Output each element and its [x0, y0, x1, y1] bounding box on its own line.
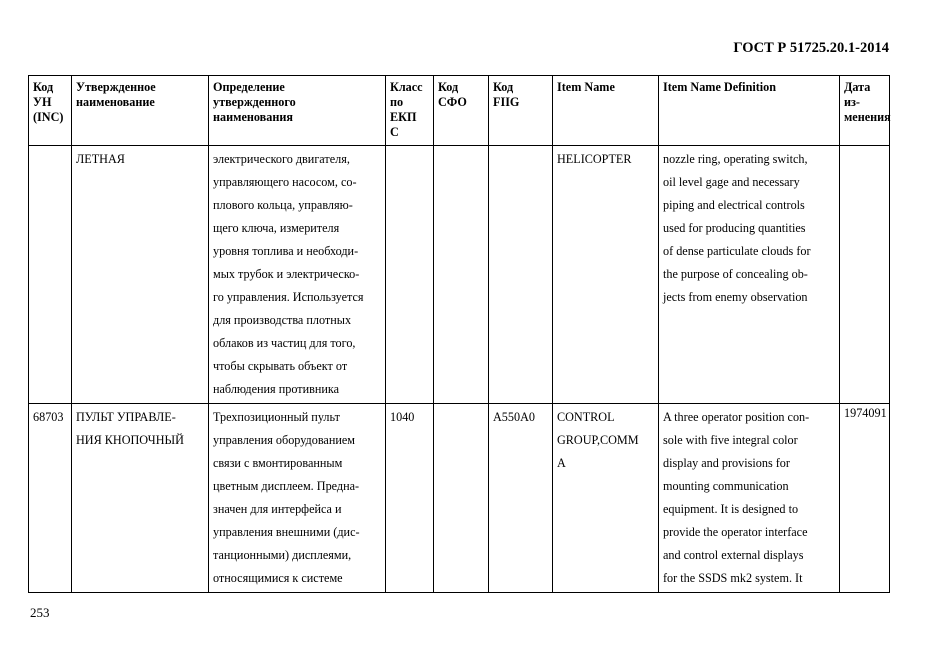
item-definition-cell-line: of dense particulate clouds for: [663, 244, 811, 258]
item-definition-cell-line: A three operator position con-: [663, 410, 810, 424]
definition-cell-line: управления внешними (дис-: [213, 525, 360, 539]
item-definition-cell-line: sole with five integral color: [663, 433, 798, 447]
definition-cell-line: облаков из частиц для того,: [213, 336, 356, 350]
item-definition-cell-line: equipment. It is designed to: [663, 502, 799, 516]
name-cell-line: ПУЛЬТ УПРАВЛЕ-: [76, 410, 176, 424]
name-cell-line: НИЯ КНОПОЧНЫЙ: [76, 433, 184, 447]
definition-cell-line: мых трубок и электрическо-: [213, 267, 360, 281]
item-definition-cell-line: for the SSDS mk2 system. It: [663, 571, 803, 585]
table-header-row: [29, 76, 890, 146]
date-cell: [840, 146, 890, 404]
column-header: [659, 76, 840, 146]
column-header: [386, 76, 434, 146]
item-name-cell-line: GROUP,COMM: [557, 433, 639, 447]
column-header-line: Item Name: [557, 80, 615, 94]
column-header-line: наименование: [76, 95, 155, 109]
sfo-cell: [434, 404, 489, 593]
date-cell: 1974091: [840, 404, 890, 593]
class-cell: [386, 146, 434, 404]
definition-cell-line: го управления. Используется: [213, 290, 364, 304]
definition-cell-line: относящимися к системе: [213, 571, 343, 585]
item-name-cell-line: HELICOPTER: [557, 152, 632, 166]
table-row: [29, 404, 890, 593]
item-definition-cell-line: provide the operator interface: [663, 525, 808, 539]
column-header-line: Item Name Definition: [663, 80, 777, 94]
definition-cell-line: чтобы скрывать объект от: [213, 359, 348, 373]
definition-cell-line: уровня топлива и необходи-: [213, 244, 359, 258]
name-cell-line: ЛЕТНАЯ: [76, 152, 125, 166]
definition-cell-line: танционными) дисплеями,: [213, 548, 352, 562]
item-definition-cell-line: jects from enemy observation: [663, 290, 808, 304]
table-body: [29, 146, 890, 593]
fiig-cell: [489, 146, 553, 404]
definition-cell-line: управления оборудованием: [213, 433, 356, 447]
sfo-cell: [434, 146, 489, 404]
item-name-cell-line: A: [557, 456, 566, 470]
column-header-line: Дата из-: [844, 80, 871, 109]
definition-cell-line: наблюдения противника: [213, 382, 340, 396]
definition-cell-line: значен для интерфейса и: [213, 502, 342, 516]
item-definition-cell: [659, 146, 840, 404]
definition-cell-line: плового кольца, управляю-: [213, 198, 353, 212]
column-header: [29, 76, 72, 146]
column-header: [434, 76, 489, 146]
column-header-line: СФО: [438, 95, 467, 109]
definition-cell-line: электрического двигателя,: [213, 152, 350, 166]
column-header-line: ЕКП: [390, 110, 417, 124]
column-header-line: Код: [438, 80, 459, 94]
item-definition-cell: [659, 404, 840, 593]
fiig-cell: A550A0: [489, 404, 553, 593]
column-header-line: (INC): [33, 110, 64, 124]
page-number: 253: [30, 605, 50, 620]
definition-cell-line: связи с вмонтированным: [213, 456, 343, 470]
class-cell: 1040: [386, 404, 434, 593]
column-header-line: Код: [493, 80, 514, 94]
definition-cell: [209, 146, 386, 404]
name-cell: [72, 404, 209, 593]
item-definition-cell-line: the purpose of concealing ob-: [663, 267, 808, 281]
column-header-line: Код: [33, 80, 54, 94]
item-definition-cell-line: used for producing quantities: [663, 221, 806, 235]
definition-cell-line: управляющего насосом, со-: [213, 175, 357, 189]
column-header-line: Определение: [213, 80, 285, 94]
column-header-line: утвержденного: [213, 95, 296, 109]
definition-cell-line: для производства плотных: [213, 313, 352, 327]
column-header: [553, 76, 659, 146]
item-definition-cell-line: and control external displays: [663, 548, 804, 562]
column-header-line: по: [390, 95, 404, 109]
definition-cell: [209, 404, 386, 593]
column-header-line: менения: [844, 110, 891, 124]
column-header: [209, 76, 386, 146]
table-row: [29, 146, 890, 404]
item-definition-cell-line: nozzle ring, operating switch,: [663, 152, 808, 166]
definition-cell-line: Трехпозиционный пульт: [213, 410, 340, 424]
item-name-cell-line: CONTROL: [557, 410, 615, 424]
column-header: [72, 76, 209, 146]
column-header-line: С: [390, 125, 399, 139]
item-definition-cell-line: mounting communication: [663, 479, 789, 493]
classifier-table: [28, 75, 890, 593]
document-code: ГОСТ Р 51725.20.1-2014: [733, 40, 889, 56]
column-header-line: Утвержденное: [76, 80, 156, 94]
item-definition-cell-line: piping and electrical controls: [663, 198, 805, 212]
definition-cell-line: щего ключа, измерителя: [213, 221, 340, 235]
inc-cell: 68703: [29, 404, 72, 593]
column-header-line: УН: [33, 95, 52, 109]
inc-cell: [29, 146, 72, 404]
column-header: [840, 76, 890, 146]
item-definition-cell-line: display and provisions for: [663, 456, 790, 470]
column-header-line: FIIG: [493, 95, 520, 109]
definition-cell-line: цветным дисплеем. Предна-: [213, 479, 360, 493]
item-definition-cell-line: oil level gage and necessary: [663, 175, 800, 189]
item-name-cell: [553, 404, 659, 593]
column-header-line: наименования: [213, 110, 293, 124]
name-cell: [72, 146, 209, 404]
column-header-line: Класс: [390, 80, 423, 94]
column-header: [489, 76, 553, 146]
item-name-cell: [553, 146, 659, 404]
